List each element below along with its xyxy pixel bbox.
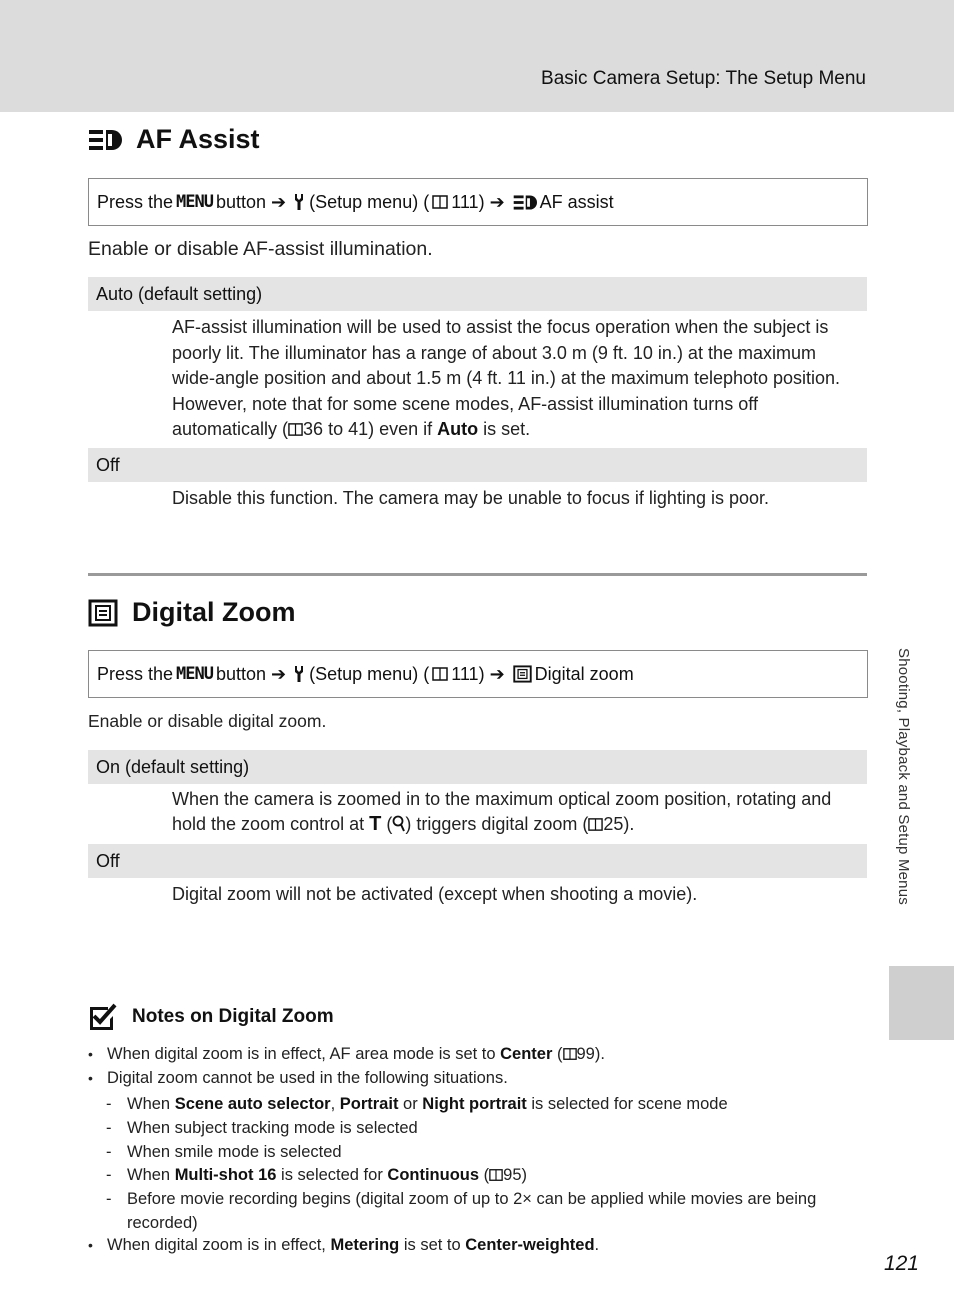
option-auto-bar: Auto (default setting) bbox=[88, 277, 867, 311]
side-section-label: Shooting, Playback and Setup Menus bbox=[895, 648, 912, 905]
path-button-word: button bbox=[216, 191, 267, 212]
note-sub-5: - Before movie recording begins (digital zoom of up to 2× can be applied while movies are being recorded) bbox=[106, 1190, 817, 1232]
option-off-desc: Digital zoom will not be activated (except when shooting a movie). bbox=[172, 884, 698, 904]
option-off-bar: Off bbox=[88, 844, 867, 878]
notes-heading bbox=[88, 1002, 334, 1032]
page-number: 121 bbox=[883, 1252, 919, 1275]
path-prefix: Press the bbox=[97, 191, 174, 212]
path-target: AF assist bbox=[539, 191, 614, 212]
digital-zoom-menu-path bbox=[88, 650, 868, 698]
header-band bbox=[0, 0, 954, 112]
path-setup-menu: (Setup menu) ( bbox=[309, 663, 430, 684]
option-auto-desc: AF-assist illumination will be used to assist the focus operation when the subject is poorly lit. The illuminator has a range of about 3.0 m (9 ft. 10 in.) at the maximum wide-angle position and about 1.5 m (4 ft. 11 in.) at the maximum telephoto position. However, note that for some scene modes, AF-assist illumination turns off automatically ( 36 to 41) even if Auto is set. bbox=[172, 315, 862, 445]
note-bullet-2: • Digital zoom cannot be used in the following situations. bbox=[88, 1069, 508, 1087]
option-off-desc: Disable this function. The camera may be unable to focus if lighting is poor. bbox=[172, 488, 769, 508]
digital-zoom-intro: Enable or disable digital zoom. bbox=[88, 711, 327, 731]
digital-zoom-heading bbox=[88, 597, 296, 628]
af-assist-icon bbox=[88, 128, 122, 152]
path-button-word: button bbox=[216, 663, 267, 684]
digital-zoom-small-icon bbox=[513, 665, 532, 683]
note-sub-3: - When smile mode is selected bbox=[106, 1143, 342, 1161]
option-on-desc: When the camera is zoomed in to the maximum optical zoom position, rotating and hold the zoom control at T ( ) triggers digital zoom ( 25). bbox=[172, 787, 862, 838]
tele-glyph: T bbox=[369, 812, 382, 835]
af-assist-title: AF Assist bbox=[136, 124, 260, 154]
path-target: Digital zoom bbox=[534, 663, 634, 684]
af-assist-menu-path bbox=[88, 178, 868, 226]
arrow-icon: ➔ bbox=[489, 663, 505, 684]
note-bullet-1: • When digital zoom is in effect, AF area mode is set to Center ( 99). bbox=[88, 1045, 605, 1066]
path-ref: 111) bbox=[451, 663, 485, 684]
wrench-icon bbox=[294, 193, 306, 211]
arrow-icon: ➔ bbox=[271, 191, 287, 212]
notes-title: Notes on Digital Zoom bbox=[132, 1006, 334, 1027]
book-ref-icon bbox=[288, 419, 303, 445]
path-setup-menu: (Setup menu) ( bbox=[309, 191, 430, 212]
section-divider bbox=[88, 573, 867, 576]
note-sub-2: - When subject tracking mode is selected bbox=[106, 1119, 418, 1137]
af-assist-small-icon bbox=[513, 194, 537, 211]
menu-button-glyph: MENU bbox=[176, 192, 213, 212]
path-ref: 111) bbox=[451, 191, 485, 212]
wrench-icon bbox=[294, 665, 306, 683]
book-ref-icon bbox=[489, 1165, 503, 1189]
option-on-bar: On (default setting) bbox=[88, 750, 867, 784]
arrow-icon: ➔ bbox=[271, 663, 287, 684]
side-thumb-tab bbox=[889, 966, 954, 1040]
page-header-title: Basic Camera Setup: The Setup Menu bbox=[541, 68, 866, 89]
book-ref-icon bbox=[588, 814, 603, 839]
af-assist-heading bbox=[88, 124, 260, 155]
zoom-in-icon bbox=[392, 814, 405, 839]
book-ref-icon bbox=[432, 666, 448, 682]
arrow-icon: ➔ bbox=[489, 191, 505, 212]
note-bullet-3: • When digital zoom is in effect, Metering is set to Center-weighted. bbox=[88, 1236, 600, 1254]
note-sub-1: - When Scene auto selector, Portrait or Night portrait is selected for scene mode bbox=[106, 1095, 728, 1113]
digital-zoom-title: Digital Zoom bbox=[132, 597, 296, 627]
book-ref-icon bbox=[432, 194, 448, 210]
note-sub-4: - When Multi-shot 16 is selected for Continuous ( 95) bbox=[106, 1163, 527, 1189]
menu-button-glyph: MENU bbox=[176, 664, 213, 684]
checkmark-icon bbox=[88, 1002, 118, 1032]
option-off-bar: Off bbox=[88, 448, 867, 482]
book-ref-icon bbox=[563, 1047, 577, 1066]
path-prefix: Press the bbox=[97, 663, 174, 684]
af-assist-intro: Enable or disable AF-assist illumination. bbox=[88, 238, 433, 260]
digital-zoom-icon bbox=[88, 599, 118, 627]
